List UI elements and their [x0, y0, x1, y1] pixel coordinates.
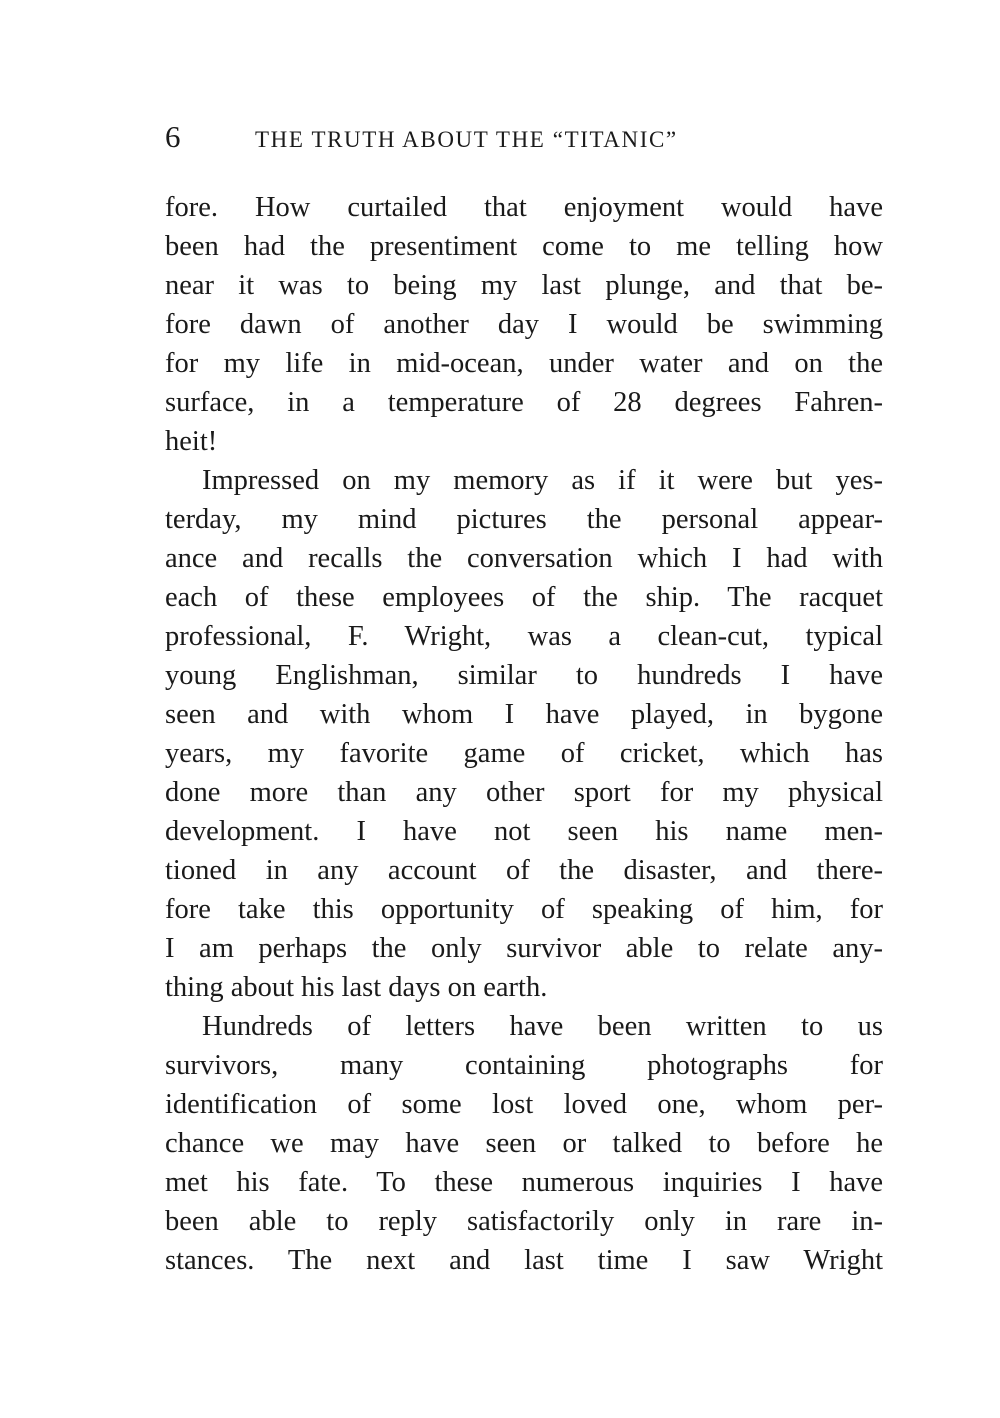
text-line: Hundreds of letters have been written to us: [202, 1011, 883, 1042]
text-line: surface, in a temperature of 28 degrees Fahren-: [165, 387, 883, 418]
text-line: for my life in mid-ocean, under water and on the: [165, 348, 883, 379]
text-line: seen and with whom I have played, in bygone: [165, 699, 883, 730]
text-line: chance we may have seen or talked to before he: [165, 1128, 883, 1159]
body-text: [165, 188, 883, 1280]
text-line: thing about his last days on earth.: [165, 972, 548, 1003]
text-line: I am perhaps the only survivor able to relate any-: [165, 933, 883, 964]
page-number: 6: [165, 119, 181, 154]
text-line: tioned in any account of the disaster, and there-: [165, 855, 883, 886]
text-line: terday, my mind pictures the personal appear-: [165, 504, 883, 535]
text-line: fore take this opportunity of speaking of him, for: [165, 894, 883, 925]
text-line: done more than any other sport for my physical: [165, 777, 883, 808]
text-line: stances. The next and last time I saw Wright: [165, 1245, 883, 1276]
paragraph-1: [165, 188, 883, 461]
text-line: met his fate. To these numerous inquiries I have: [165, 1167, 883, 1198]
text-line: survivors, many containing photographs for: [165, 1050, 883, 1081]
text-line: each of these employees of the ship. The racquet: [165, 582, 883, 613]
text-line: near it was to being my last plunge, and that be-: [165, 270, 883, 301]
text-line: development. I have not seen his name men-: [165, 816, 883, 847]
text-line: been had the presentiment come to me telling how: [165, 231, 883, 262]
running-head: [165, 112, 885, 162]
text-line: been able to reply satisfactorily only in rare in-: [165, 1206, 883, 1237]
text-line: young Englishman, similar to hundreds I have: [165, 660, 883, 691]
paragraph-3: [165, 1007, 883, 1280]
text-line: ance and recalls the conversation which I had with: [165, 543, 883, 574]
text-line: fore dawn of another day I would be swimming: [165, 309, 883, 340]
running-title: THE TRUTH ABOUT THE “TITANIC”: [255, 127, 678, 152]
paragraph-2: [165, 461, 883, 1007]
text-line: professional, F. Wright, was a clean-cut, typical: [165, 621, 883, 652]
text-line: years, my favorite game of cricket, which has: [165, 738, 883, 769]
text-line: fore. How curtailed that enjoyment would have: [165, 192, 883, 223]
text-line: Impressed on my memory as if it were but yes-: [202, 465, 883, 496]
text-line: identification of some lost loved one, whom per-: [165, 1089, 883, 1120]
text-line: heit!: [165, 426, 218, 457]
